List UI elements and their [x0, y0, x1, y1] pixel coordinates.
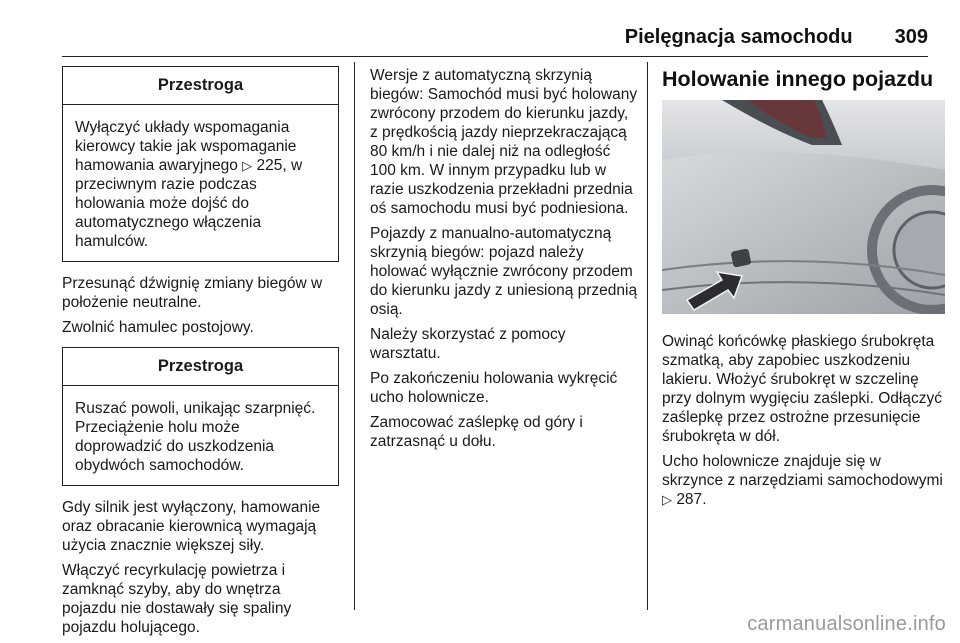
- paragraph: Gdy silnik jest wyłączony, hamowanie oraz obracanie kierownicą wymagają użycia znacznie większej siły.: [62, 499, 321, 554]
- page-header: [0, 26, 928, 49]
- caution-box-1: [62, 66, 339, 262]
- column-3: [662, 66, 945, 515]
- header-rule: [62, 56, 928, 57]
- caution-title-1: Przestroga: [63, 67, 338, 105]
- caution-title-2: Przestroga: [63, 348, 338, 386]
- watermark: carmanualsonline.info: [747, 613, 946, 635]
- car-bumper-illustration: [662, 100, 945, 314]
- paragraph: Zwolnić hamulec postojowy.: [62, 319, 254, 336]
- column-2: [370, 66, 638, 457]
- caution-box-2: [62, 347, 339, 486]
- ref-arrow-icon: ▷: [662, 492, 672, 507]
- paragraph: Przesunąć dźwignię zmiany biegów w położenie neutralne.: [62, 275, 323, 311]
- column-divider-2: [647, 62, 648, 610]
- caution-body-2: Ruszać powoli, unikając szarpnięć. Przeciążenie holu może doprowadzić do uszkodzenia obydwóch samochodów.: [75, 400, 316, 474]
- paragraph: Wersje z automatyczną skrzynią biegów: Samochód musi być holowany zwrócony przodem do kierunku jazdy, z prędkością jazdy nieprzekraczającą 80 km/h i nie dalej niż na odległość 100 km. W innym przypadku lub w razie uszkodzenia przekładni przednia oś samochodu musi być podniesiona.: [370, 67, 638, 217]
- page-reference-link[interactable]: 225: [256, 157, 283, 174]
- caution-body-1: Wyłączyć układy wspomagania kierowcy takie jak wspomaganie hamowania awaryjnego ▷ 225, w przeciwnym razie podczas holowania może dojść do automatycznego włączenia hamulców.: [75, 119, 303, 250]
- car-rear-bumper-photo: [662, 100, 945, 314]
- paragraph: Pojazdy z manualno-automatyczną skrzynią biegów: pojazd należy holować wyłącznie zwrócony przodem do kierunku jazdy z uniesioną przednią osią.: [370, 225, 638, 318]
- column-1: [62, 66, 339, 643]
- section-heading: Holowanie innego pojazdu: [662, 67, 934, 91]
- paragraph: Owinąć końcówkę płaskiego śrubokręta szmatką, aby zapobiec uszkodzeniu lakieru. Włożyć śrubokręt w szczelinę przy dolnym wygięciu zaślepki. Odłączyć zaślepkę przez ostrożne przesunięcie śrubokręta w dół.: [662, 333, 942, 445]
- paragraph: Zamocować zaślepkę od góry i zatrzasnąć u dołu.: [370, 414, 583, 450]
- page-number: 309: [894, 26, 928, 48]
- paragraph: Należy skorzystać z pomocy warsztatu.: [370, 326, 566, 362]
- paragraph: Ucho holownicze znajduje się w skrzynce z narzędziami samochodowymi ▷ 287.: [662, 453, 943, 508]
- paragraph: Po zakończeniu holowania wykręcić ucho holownicze.: [370, 370, 618, 406]
- page-reference-link[interactable]: 287: [676, 491, 703, 508]
- column-divider-1: [354, 62, 355, 610]
- page-title: Pielęgnacja samochodu: [624, 26, 853, 48]
- ref-arrow-icon: ▷: [242, 158, 253, 173]
- paragraph: Włączyć recyrkulację powietrza i zamknąć szyby, aby do wnętrza pojazdu nie dostawały się spaliny pojazdu holującego.: [62, 562, 292, 636]
